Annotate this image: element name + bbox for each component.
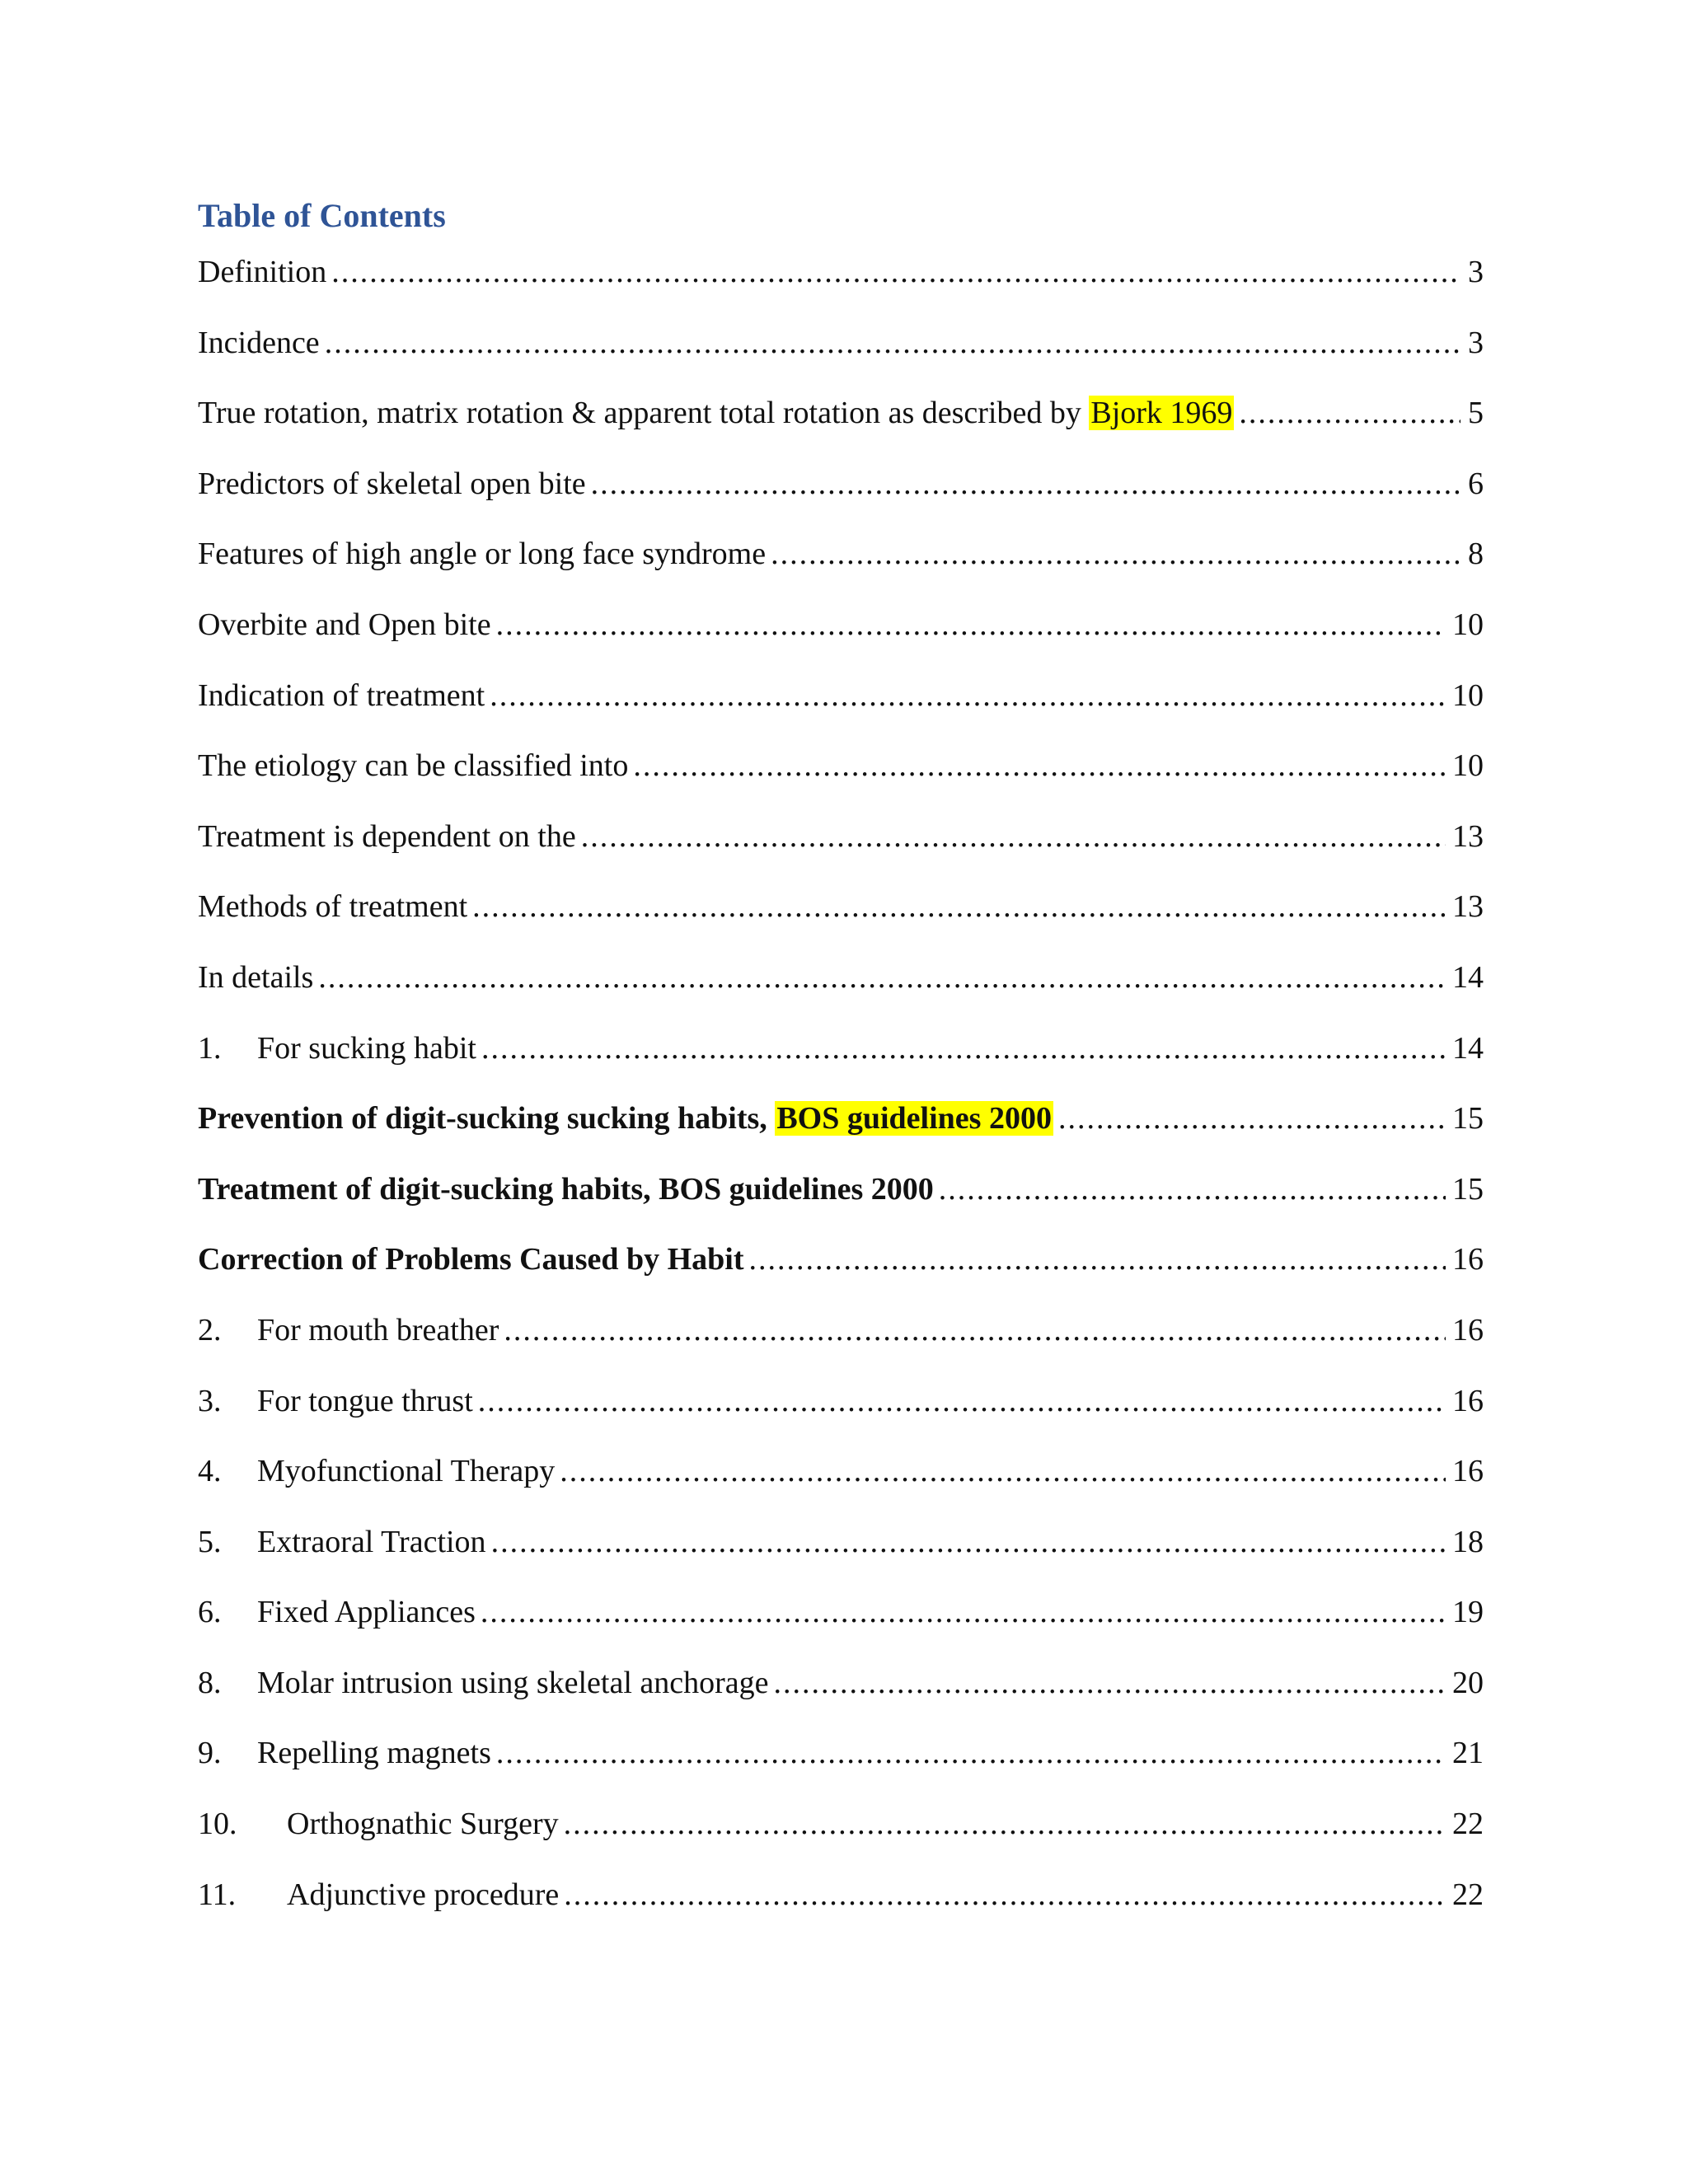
toc-entry-label — [257, 1516, 486, 1568]
toc-entry-row — [198, 1516, 1484, 1568]
toc-entry-leader-dots — [491, 1516, 1446, 1568]
toc-entry[interactable] — [198, 1375, 1484, 1446]
toc-entry-leader-dots — [560, 1445, 1446, 1497]
toc-entry-leader-dots — [633, 739, 1446, 792]
toc-entry-page-number: 10 — [1452, 607, 1484, 642]
toc-entry-label — [198, 880, 467, 933]
toc-entry-page-number: 16 — [1452, 1454, 1484, 1489]
toc-entry-label-text: Myofunctional Therapy — [257, 1454, 556, 1489]
toc-entry-label — [257, 1586, 476, 1638]
toc-entry-label — [287, 1797, 559, 1850]
toc-entry[interactable] — [198, 1304, 1484, 1375]
toc-entry[interactable] — [198, 598, 1484, 669]
toc-entry-label-text: Features of high angle or long face syndrome — [198, 537, 767, 572]
toc-entry-page-number: 16 — [1452, 1242, 1484, 1277]
toc-entry-label — [257, 1657, 769, 1709]
toc-entry-label — [198, 951, 313, 1004]
toc-entry-page-number: 10 — [1452, 677, 1484, 713]
toc-entry[interactable] — [198, 1586, 1484, 1657]
toc-entry-leader-dots — [481, 1022, 1446, 1075]
toc-entry-page-number: 6 — [1468, 466, 1484, 501]
toc-entry-label-text: For sucking habit — [257, 1030, 476, 1066]
toc-entry-page-number: 16 — [1452, 1312, 1484, 1347]
toc-entry-number: 5. — [198, 1524, 222, 1559]
toc-entry-page-number: 13 — [1452, 889, 1484, 925]
toc-entry-leader-dots — [564, 1868, 1446, 1921]
toc-entry-page-number: 10 — [1452, 748, 1484, 784]
toc-entry-row — [198, 1022, 1484, 1075]
toc-entry-label — [198, 457, 586, 510]
toc-entry-leader-dots — [318, 951, 1446, 1004]
toc-entry-leader-dots — [1239, 387, 1461, 439]
toc-entry-leader-dots — [478, 1375, 1446, 1427]
toc-entry-label-text: Predictors of skeletal open bite — [198, 466, 586, 501]
toc-entry-row — [198, 1586, 1484, 1638]
toc-entry-label-text: Incidence — [198, 325, 320, 360]
toc-entry-label-text: Methods of treatment — [198, 889, 468, 925]
toc-entry-leader-dots — [771, 527, 1461, 580]
toc-entry-row — [198, 1727, 1484, 1779]
toc-entry-label-text: Indication of treatment — [198, 677, 485, 713]
toc-entry-number: 8. — [198, 1665, 222, 1700]
toc-entry-label-text: For mouth breather — [257, 1312, 499, 1347]
toc-entry-leader-dots — [1058, 1092, 1446, 1145]
toc-entry-label — [257, 1445, 555, 1497]
toc-entry-page-number: 15 — [1452, 1101, 1484, 1137]
toc-entry-label-text: Repelling magnets — [257, 1736, 491, 1771]
toc-entry-label — [257, 1727, 491, 1779]
toc-entry[interactable] — [198, 1092, 1484, 1163]
toc-entry-label-text: Prevention of digit-sucking sucking habits, — [198, 1101, 776, 1137]
toc-entry-row — [198, 810, 1484, 863]
toc-entry-page-number: 14 — [1452, 959, 1484, 995]
toc-entry-leader-dots — [496, 598, 1446, 651]
toc-entry-leader-dots — [504, 1304, 1446, 1357]
toc-entry-number: 3. — [198, 1383, 222, 1418]
toc-entry-label-text: For tongue thrust — [257, 1383, 473, 1418]
toc-entry-page-number: 18 — [1452, 1524, 1484, 1559]
toc-title: Table of Contents — [198, 197, 446, 234]
toc-entry-label — [198, 1233, 744, 1286]
toc-entry-row — [198, 1375, 1484, 1427]
toc-entry[interactable] — [198, 1868, 1484, 1939]
toc-entry-highlight: Bjork 1969 — [1090, 396, 1233, 431]
toc-entry-label-text: Overbite and Open bite — [198, 607, 491, 642]
toc-entry[interactable] — [198, 669, 1484, 740]
toc-entry-row — [198, 1868, 1484, 1921]
toc-entry[interactable] — [198, 951, 1484, 1022]
toc-entry-label-text: Extraoral Traction — [257, 1524, 486, 1559]
toc-entry-leader-dots — [472, 880, 1446, 933]
toc-entry-label — [198, 598, 491, 651]
toc-entry-label — [257, 1022, 476, 1075]
toc-entry-page-number: 22 — [1452, 1807, 1484, 1842]
toc-entry-page-number: 22 — [1452, 1877, 1484, 1912]
toc-entry-page-number: 19 — [1452, 1595, 1484, 1630]
toc-entry[interactable] — [198, 316, 1484, 387]
toc-entry[interactable] — [198, 1022, 1484, 1093]
toc-entry[interactable] — [198, 810, 1484, 881]
toc-entry-label — [198, 810, 576, 863]
toc-entry-row — [198, 598, 1484, 651]
toc-entry-leader-dots — [581, 810, 1446, 863]
toc-entry[interactable] — [198, 1445, 1484, 1516]
toc-entry-leader-dots — [496, 1727, 1446, 1779]
toc-entry-row — [198, 1233, 1484, 1286]
toc-entry[interactable] — [198, 880, 1484, 951]
toc-entry-number: 1. — [198, 1030, 222, 1066]
toc-entry-label — [257, 1304, 499, 1357]
toc-entry-label-text: Molar intrusion using skeletal anchorage — [257, 1665, 769, 1700]
toc-entry-label — [198, 316, 320, 369]
toc-entry[interactable] — [198, 1797, 1484, 1868]
toc-entry-label-text: Treatment is dependent on the — [198, 818, 576, 854]
toc-entry-label-text: Definition — [198, 255, 327, 289]
toc-entry-leader-dots — [749, 1233, 1446, 1286]
toc-entry-row — [198, 739, 1484, 792]
toc-entry-row — [198, 880, 1484, 933]
toc-entry-label — [198, 1092, 1053, 1145]
toc-entry-row — [198, 1304, 1484, 1357]
toc-entry-label — [257, 1375, 473, 1427]
toc-entry-number: 11. — [198, 1877, 237, 1912]
toc-entry[interactable] — [198, 457, 1484, 528]
toc-entry-label — [198, 387, 1234, 439]
toc-entry-page-number: 3 — [1468, 255, 1484, 289]
toc-entry-label — [198, 1163, 934, 1216]
toc-entry-row — [198, 387, 1484, 439]
toc-entry-page-number: 3 — [1468, 325, 1484, 360]
toc-entry-row — [198, 951, 1484, 1004]
toc-entry-leader-dots — [490, 669, 1446, 722]
toc-entry-label — [198, 669, 485, 722]
toc-entry-label-text: Adjunctive procedure — [287, 1877, 560, 1912]
toc-entry[interactable] — [198, 387, 1484, 457]
toc-entry[interactable] — [198, 1657, 1484, 1727]
toc-entry-page-number: 15 — [1452, 1171, 1484, 1207]
toc-entry[interactable] — [198, 739, 1484, 810]
toc-entry-leader-dots — [325, 316, 1461, 369]
toc-entry-label — [198, 527, 766, 580]
toc-entry-row — [198, 527, 1484, 580]
toc-list — [198, 246, 1484, 1938]
toc-entry-page-number: 8 — [1468, 537, 1484, 572]
toc-entry-row — [198, 1163, 1484, 1216]
toc-entry-label-text: Correction of Problems Caused by Habit — [198, 1242, 744, 1277]
toc-entry-label-text: In details — [198, 959, 314, 995]
toc-entry-row — [198, 457, 1484, 510]
toc-entry-row — [198, 1445, 1484, 1497]
toc-entry[interactable] — [198, 527, 1484, 598]
toc-entry[interactable] — [198, 1163, 1484, 1234]
toc-entry-label-text: Fixed Appliances — [257, 1595, 476, 1630]
toc-entry-number: 2. — [198, 1312, 222, 1347]
toc-entry-label-text: Orthognathic Surgery — [287, 1807, 559, 1842]
toc-entry[interactable] — [198, 1727, 1484, 1797]
toc-entry-leader-dots — [939, 1163, 1446, 1216]
toc-entry-page-number: 14 — [1452, 1030, 1484, 1066]
toc-entry-label-text: True rotation, matrix rotation & apparent total rotation as described by — [198, 396, 1090, 431]
toc-entry-number: 9. — [198, 1736, 222, 1771]
toc-entry-number: 10. — [198, 1807, 237, 1842]
toc-entry-label — [198, 246, 326, 298]
toc-entry-leader-dots — [774, 1657, 1446, 1709]
toc-entry-number: 4. — [198, 1454, 222, 1489]
toc-entry-leader-dots — [481, 1586, 1446, 1638]
toc-entry-label — [287, 1868, 559, 1921]
toc-entry-page-number: 13 — [1452, 818, 1484, 854]
toc-entry-page-number: 16 — [1452, 1383, 1484, 1418]
toc-entry-row — [198, 246, 1484, 298]
toc-entry-page-number: 5 — [1468, 396, 1484, 431]
toc-entry-highlight: BOS guidelines 2000 — [776, 1101, 1052, 1137]
toc-entry-row — [198, 316, 1484, 369]
toc-entry-label-text: The etiology can be classified into — [198, 748, 629, 784]
toc-entry-label-text: Treatment of digit-sucking habits, BOS guidelines 2000 — [198, 1171, 934, 1207]
toc-entry-leader-dots — [564, 1797, 1446, 1850]
toc-entry[interactable] — [198, 1516, 1484, 1586]
toc-entry-row — [198, 1657, 1484, 1709]
toc-entry-row — [198, 1797, 1484, 1850]
toc-entry-page-number: 21 — [1452, 1736, 1484, 1771]
toc-entry-row — [198, 669, 1484, 722]
toc-entry-leader-dots — [591, 457, 1461, 510]
toc-entry[interactable] — [198, 1233, 1484, 1304]
toc-entry[interactable] — [198, 246, 1484, 316]
toc-entry-leader-dots — [331, 246, 1461, 298]
toc-entry-number: 6. — [198, 1595, 222, 1630]
toc-entry-row — [198, 1092, 1484, 1145]
toc-entry-page-number: 20 — [1452, 1665, 1484, 1700]
toc-entry-label — [198, 739, 628, 792]
